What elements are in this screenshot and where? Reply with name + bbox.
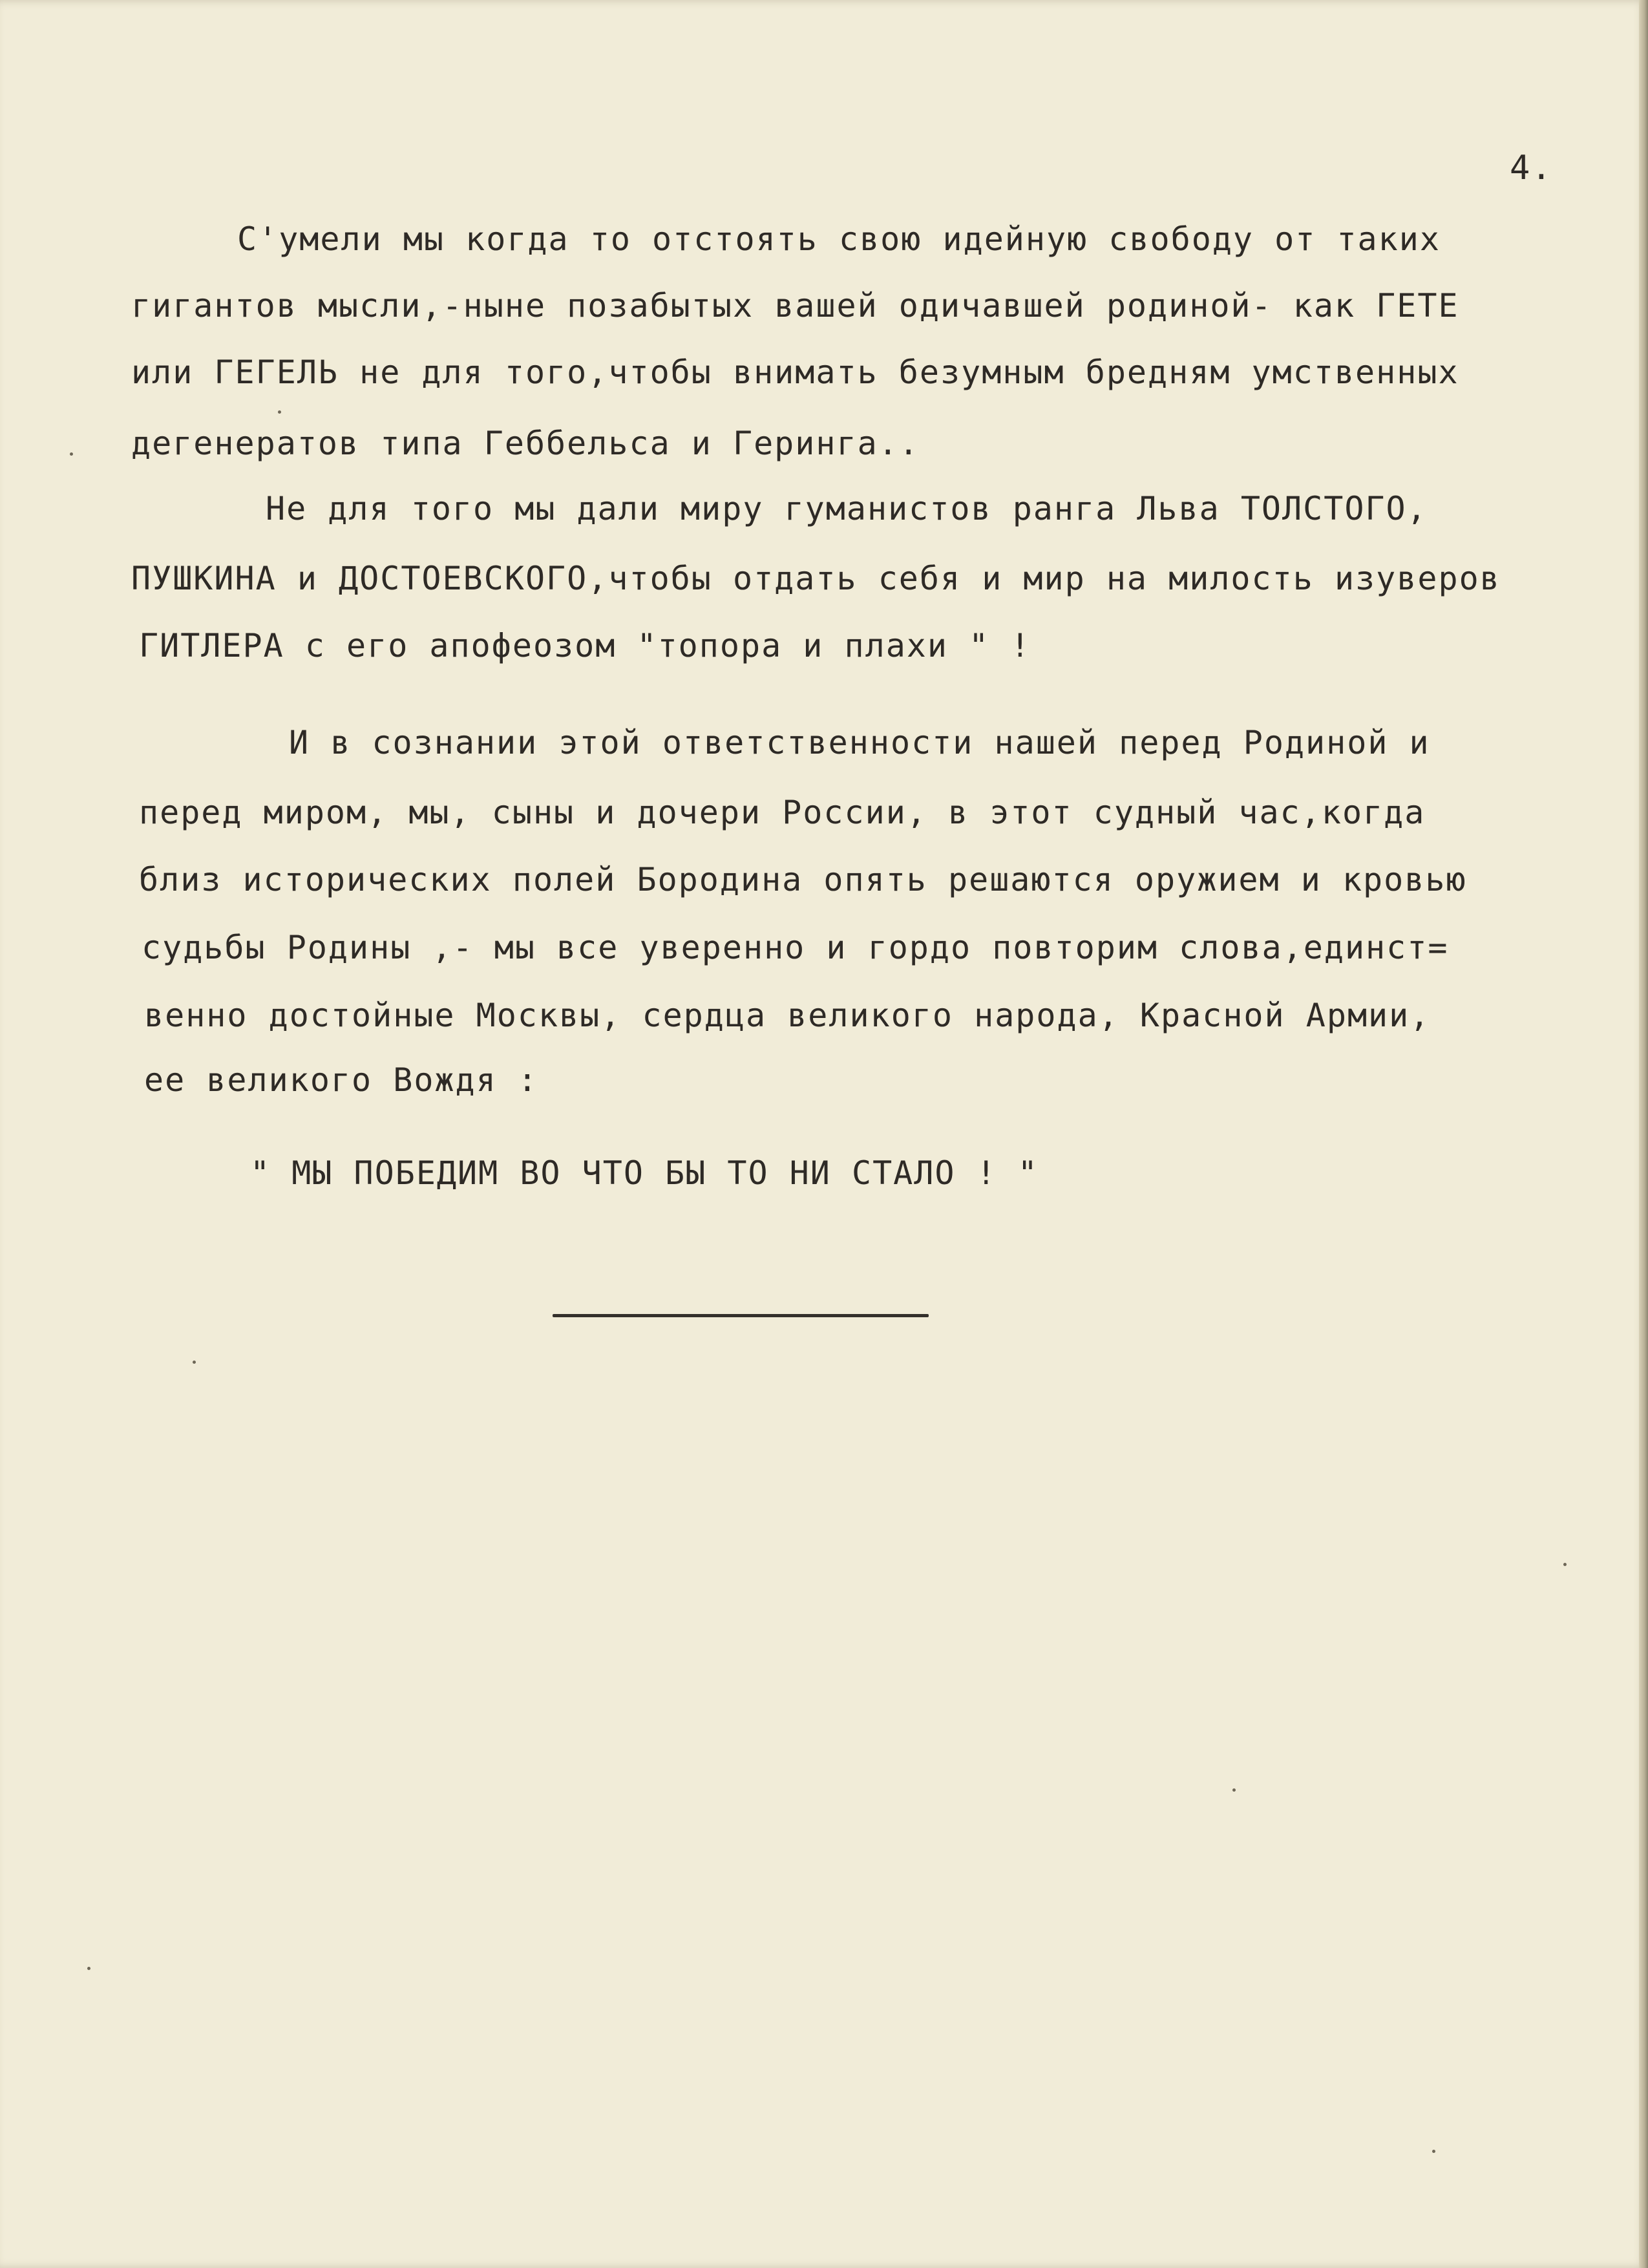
text-line: перед миром, мы, сыны и дочери России, в этот судный час,когда: [139, 794, 1426, 831]
text-line: близ исторических полей Бородина опять решаются оружием и кровью: [139, 861, 1467, 898]
text-line: венно достойные Москвы, сердца великого народа, Красной Армии,: [144, 997, 1431, 1034]
text-line: И в сознании этой ответственности нашей перед Родиной и: [289, 724, 1430, 761]
text-line: или ГЕГЕЛЬ не для того,чтобы внимать безумным бредням умственных: [131, 354, 1459, 391]
paper-speck: [1232, 1788, 1236, 1792]
text-line: дегенератов типа Геббельса и Геринга..: [131, 425, 920, 462]
sheet-edge: [1639, 0, 1648, 2268]
paper-speck: [278, 410, 281, 414]
text-line: ГИТЛЕРА с его апофеозом "топора и плахи " !: [139, 627, 1031, 664]
paper-speck: [1563, 1563, 1567, 1566]
paper-speck: [70, 452, 73, 456]
text-line: ее великого Вождя :: [144, 1061, 538, 1099]
text-line: судьбы Родины ,- мы все уверенно и гордо повторим слова,единст=: [142, 929, 1449, 966]
paper-speck: [193, 1361, 196, 1364]
closing-slogan: " МЫ ПОБЕДИМ ВО ЧТО БЫ ТО НИ СТАЛО ! ": [250, 1154, 1039, 1192]
closing-rule: [553, 1314, 929, 1317]
paper-speck: [87, 1967, 90, 1970]
text-line: Не для того мы дали миру гуманистов ранга Льва ТОЛСТОГО,: [266, 490, 1428, 527]
text-line: ПУШКИНА и ДОСТОЕВСКОГО,чтобы отдать себя и мир на милость изуверов: [131, 560, 1501, 597]
paper-speck: [1432, 2150, 1435, 2153]
text-line: С'умели мы когда то отстоять свою идейную свободу от таких: [237, 220, 1441, 258]
text-line: гигантов мысли,-ныне позабытых вашей одичавшей родиной- как ГЕТЕ: [131, 287, 1459, 324]
page-number: 4.: [1510, 149, 1553, 187]
